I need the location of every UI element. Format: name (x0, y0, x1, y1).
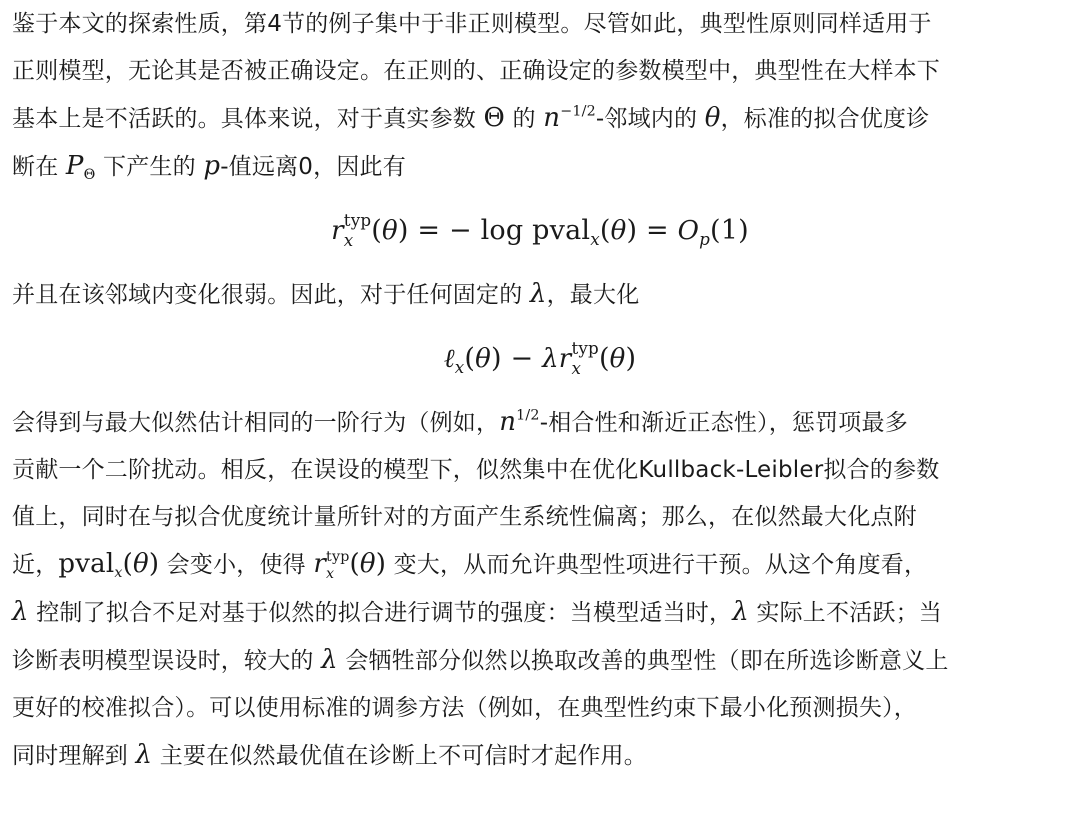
text-span: 下产生的 (95, 154, 204, 180)
math-symbol: θ (475, 344, 491, 374)
text-span: ，标准的拟合优度诊 (720, 106, 930, 132)
text-span: 的 (505, 106, 544, 132)
math-supsub (571, 337, 599, 378)
text-line (12, 637, 1068, 685)
math-text: ) (625, 343, 637, 374)
text-line (12, 685, 1068, 732)
math-text: ) (375, 549, 387, 579)
paragraph-1 (12, 0, 1068, 191)
math-symbol: r (313, 549, 327, 579)
text-line (12, 1, 1068, 48)
text-span: 会得到与最大似然估计相同的一阶行为（例如， (12, 410, 500, 436)
math-text: ( (598, 343, 610, 374)
text-span: 实际上不活跃；当 (748, 600, 943, 626)
math-symbol: λ (12, 597, 29, 627)
math-text: ( (599, 215, 611, 246)
text-span: 控制了拟合不足对基于似然的拟合进行调节的强度：当模型适当时， (28, 600, 733, 626)
math-subscript: x (326, 565, 335, 582)
text-span: 诊断表明模型误设时，较大的 (12, 648, 322, 674)
math-symbol: θ (132, 549, 149, 579)
math-symbol: r (331, 216, 344, 246)
math-text: pval (58, 549, 115, 579)
equation-1 (12, 191, 1068, 271)
text-line (12, 541, 1068, 589)
text-line (12, 95, 1068, 143)
math-subscript: Θ (83, 166, 96, 183)
math-symbol: p (203, 151, 221, 181)
text-line (12, 732, 1068, 780)
text-span: -值远离0，因此有 (220, 154, 406, 180)
math-symbol: θ (609, 344, 626, 374)
math-symbol: λ (542, 344, 559, 374)
text-line (12, 143, 1068, 191)
math-symbol: O (677, 216, 700, 246)
math-text: ) = − log pval (397, 215, 591, 246)
math-symbol: λ (732, 597, 749, 627)
math-text: ) (148, 549, 160, 579)
paragraph-3 (12, 399, 1068, 780)
math-supsub (326, 548, 350, 582)
text-span: 并且在该邻域内变化很弱。因此，对于任何固定的 (12, 282, 530, 308)
text-span: 同时理解到 (12, 743, 136, 769)
equation-2 (12, 319, 1068, 399)
text-line (12, 447, 1068, 494)
text-span: ，最大化 (546, 282, 640, 308)
math-subscript: p (699, 228, 711, 249)
math-symbol: r (558, 344, 572, 374)
math-text: ) = (626, 215, 678, 246)
text-span: 近， (12, 552, 59, 578)
text-span: -相合性和渐近正态性），惩罚项最多 (539, 410, 908, 436)
math-exponent: 1/2 (516, 407, 540, 424)
math-superscript: typ (571, 337, 599, 358)
math-symbol: θ (610, 216, 627, 246)
math-symbol: n (543, 103, 561, 133)
math-text: ( (122, 549, 133, 579)
math-text: ( (349, 549, 360, 579)
math-symbol: θ (704, 103, 721, 133)
math-subscript: x (454, 356, 465, 377)
math-symbol: λ (529, 279, 547, 309)
math-text: (1) (710, 215, 749, 246)
math-supsub (343, 209, 372, 250)
text-line (12, 271, 1068, 319)
text-span: 变大，从而允许典型性项进行干预。从这个角度看， (386, 552, 928, 578)
text-span: 鉴于本文的探索性质，第4节的例子集中于非正则模型。尽管如此，典型性原则同样适用于 (12, 11, 932, 37)
math-symbol: θ (382, 216, 398, 246)
math-symbol: Θ (483, 103, 506, 133)
math-subscript: x (343, 229, 354, 250)
text-span: 贡献一个二阶扰动。相反，在误设的模型下，似然集中在优化Kullback-Leibler拟合的参数 (12, 457, 940, 483)
math-symbol: λ (135, 740, 153, 770)
math-text: ( (464, 343, 476, 374)
text-line (12, 494, 1068, 541)
math-subscript: x (590, 228, 600, 249)
text-line (12, 48, 1068, 95)
text-span: 更好的校准拟合）。可以使用标准的调参方法（例如，在典型性约束下最小化预测损失）， (12, 695, 917, 721)
math-symbol: n (499, 407, 517, 437)
text-span: 会牺牲部分似然以换取改善的典型性（即在所选诊断意义上 (337, 648, 949, 674)
math-text: ) − (490, 343, 543, 374)
math-subscript: x (571, 357, 582, 378)
text-span: 会变小，使得 (159, 552, 314, 578)
text-line (12, 399, 1068, 447)
text-span: -邻域内的 (595, 106, 705, 132)
math-symbol: ℓ (443, 344, 455, 374)
text-span: 值上，同时在与拟合优度统计量所针对的方面产生系统性偏离；那么，在似然最大化点附 (12, 504, 917, 530)
text-span: 主要在似然最优值在诊断上不可信时才起作用。 (152, 743, 647, 769)
math-superscript: typ (343, 209, 372, 230)
math-subscript: x (114, 564, 123, 581)
text-span: 正则模型，无论其是否被正确设定。在正则的、正确设定的参数模型中，典型性在大样本下 (12, 58, 940, 84)
math-superscript: typ (326, 548, 350, 565)
text-line (12, 589, 1068, 637)
math-symbol: λ (321, 645, 338, 675)
text-span: 基本上是不活跃的。具体来说，对于真实参数 (12, 106, 484, 132)
math-exponent: −1/2 (560, 103, 596, 120)
math-text: ( (371, 215, 382, 246)
paragraph-2 (12, 271, 1068, 319)
math-symbol: θ (359, 549, 376, 579)
text-span: 断在 (12, 154, 66, 180)
math-symbol: P (65, 151, 84, 181)
